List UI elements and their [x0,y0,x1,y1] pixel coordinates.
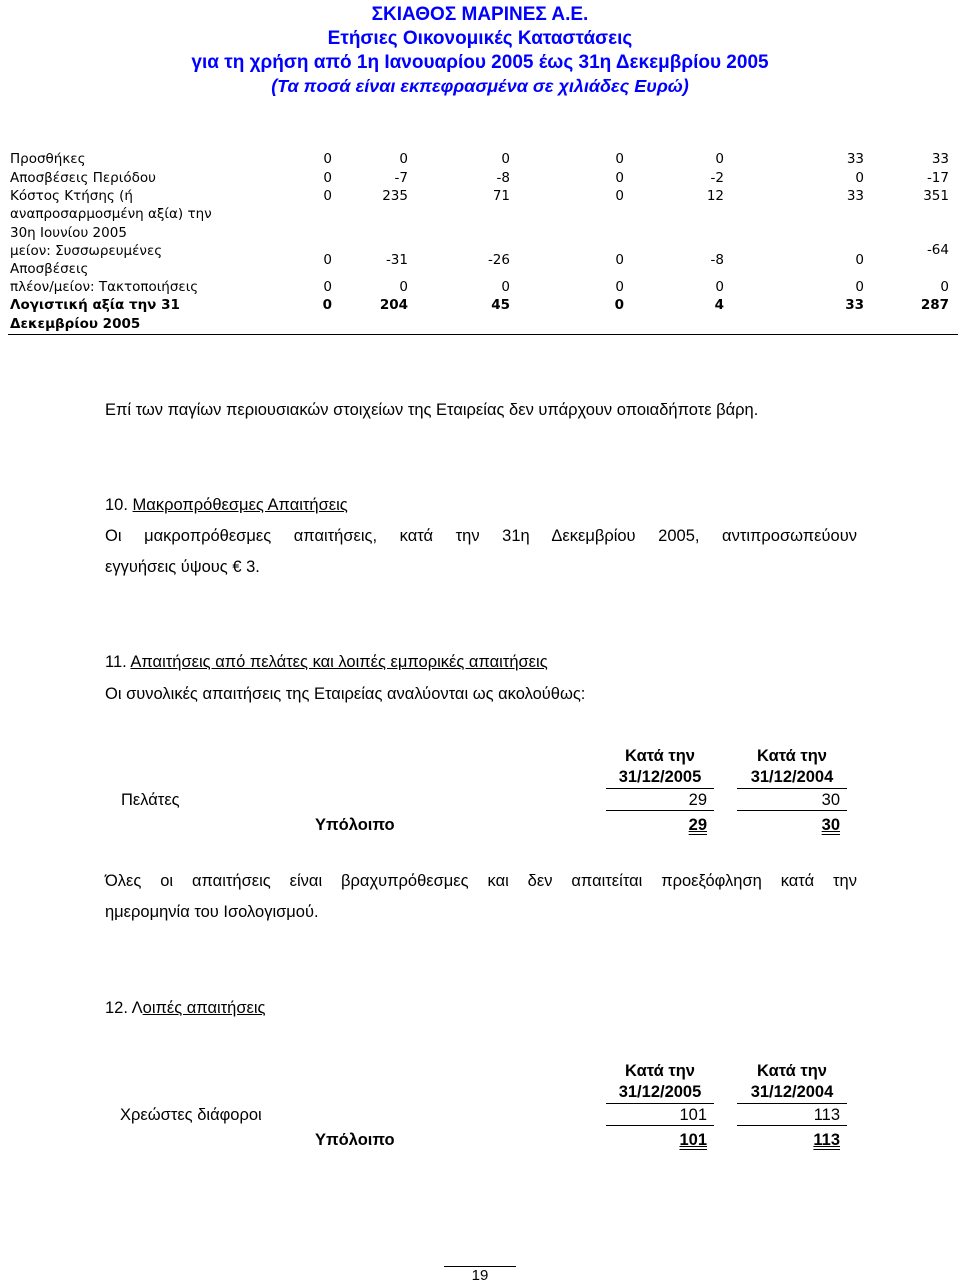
asset-row-label: 30η Ιουνίου 2005 [10,225,127,241]
note12-title: οιπές απαιτήσεις [142,999,266,1017]
asset-cell: 0 [323,252,332,268]
asset-row-label: μείον: Συσσωρευμένες [10,243,163,259]
asset-cell: 0 [615,151,624,167]
asset-cell: 33 [931,151,949,167]
note11-title: Απαιτήσεις από πελάτες και λοιπές εμπορικές απαιτήσεις [130,653,548,671]
page-number: 19 [444,1266,516,1285]
asset-row-label: Αποσβέσεις [10,261,89,277]
note12-col1-header: Κατά την 31/12/2005 [606,1061,714,1104]
note11-row-value-2004: 30 [737,791,847,811]
asset-cell: 287 [920,297,949,313]
asset-cell: 0 [940,279,949,295]
asset-cell: 0 [615,188,624,204]
company-name: ΣΚΙΑΘΟΣ ΜΑΡΙΝΕΣ Α.Ε. [371,4,589,25]
asset-cell: 33 [845,297,864,313]
asset-cell: 4 [714,297,724,313]
asset-cell: -17 [926,170,949,186]
asset-cell: -7 [394,170,408,186]
asset-cell: 0 [323,188,332,204]
asset-cell: 351 [923,188,949,204]
asset-row-label: Αποσβέσεις Περιόδου [10,170,156,186]
note12-total-2005: 101 [679,1131,707,1149]
asset-cell: 0 [855,279,864,295]
asset-cell: -8 [496,170,510,186]
asset-cell: -31 [385,252,408,268]
asset-cell: -64 [926,242,949,258]
note12-row-label: Χρεώστες διάφοροι [120,1106,262,1124]
asset-cell: 71 [492,188,510,204]
asset-cell: 0 [399,279,408,295]
asset-cell: -8 [710,252,724,268]
asset-cell: 0 [323,151,332,167]
asset-cell: 0 [501,151,510,167]
note11-number: 11. [105,653,127,671]
asset-cell: 235 [382,188,408,204]
note11-footer-line2: ημερομηνία του Ισολογισμού. [105,903,319,921]
note10-heading [105,489,348,521]
note10-number: 10. [105,496,128,514]
asset-cell: 33 [846,188,864,204]
asset-cell: 204 [379,297,408,313]
asset-cell: 33 [846,151,864,167]
encumbrance-note: Επί των παγίων περιουσιακών στοιχείων της Εταιρείας δεν υπάρχουν οποιαδήποτε βάρη. [105,401,759,419]
note12-total-2004: 113 [813,1131,840,1149]
asset-cell: 0 [323,279,332,295]
asset-cell: 0 [399,151,408,167]
note10-text-line1: Οι μακροπρόθεσμες απαιτήσεις, κατά την 31η Δεκεμβρίου 2005, αντιπροσωπεύουν [105,527,857,545]
note11-row-label: Πελάτες [121,791,180,809]
statements-title: Ετήσιες Οικονομικές Καταστάσεις [327,28,633,49]
asset-cell: 0 [501,279,510,295]
asset-row-label: Λογιστική αξία την 31 [10,297,180,313]
note10-text-line2: εγγυήσεις ύψους € 3. [105,558,260,576]
note11-col1-header: Κατά την 31/12/2005 [606,746,714,789]
asset-cell: 0 [715,279,724,295]
note11-col2-header: Κατά την 31/12/2004 [737,746,847,789]
asset-cell: 0 [715,151,724,167]
asset-cell: -2 [710,170,724,186]
note11-intro: Οι συνολικές απαιτήσεις της Εταιρείας αναλύονται ως ακολούθως: [105,685,586,703]
asset-row-label: Κόστος Κτήσης (ή [10,188,133,204]
note12-heading [105,992,266,1024]
asset-row-label: πλέον/μείον: Τακτοποιήσεις [10,279,199,295]
asset-cell: 0 [855,252,864,268]
note11-total-2004: 30 [821,816,840,834]
note11-heading [105,646,548,678]
asset-cell: 0 [323,170,332,186]
note11-row-value-2005: 29 [606,791,714,811]
table-bottom-rule [8,334,958,335]
note12-row-value-2005: 101 [606,1106,714,1126]
asset-cell: 0 [615,170,624,186]
asset-cell: 12 [706,188,724,204]
note10-title: Μακροπρόθεσμες Απαιτήσεις [132,496,348,514]
note11-footer-line1: Όλες οι απαιτήσεις είναι βραχυπρόθεσμες και δεν απαιτείται προεξόφληση κατά την [105,872,857,890]
asset-cell: 45 [491,297,510,313]
note12-row-value-2004: 113 [737,1106,847,1126]
note12-total-label: Υπόλοιπο [315,1131,395,1149]
asset-row-label: Δεκεμβρίου 2005 [10,316,141,332]
asset-cell: 0 [855,170,864,186]
asset-row-label: Προσθήκες [10,151,86,167]
asset-cell: 0 [614,297,624,313]
period-title: για τη χρήση από 1η Ιανουαρίου 2005 έως 31η Δεκεμβρίου 2005 [191,52,769,73]
note11-total-label: Υπόλοιπο [315,816,395,834]
note12-col2-header: Κατά την 31/12/2004 [737,1061,847,1104]
asset-cell: 0 [615,252,624,268]
asset-cell: 0 [322,297,332,313]
asset-cell: -26 [487,252,510,268]
asset-row-label: αναπροσαρμοσμένη αξία) την [10,206,212,222]
asset-cell: 0 [615,279,624,295]
note11-total-2005: 29 [688,816,707,834]
currency-note: (Τα ποσά είναι εκπεφρασμένα σε χιλιάδες Ευρώ) [271,76,689,96]
note12-number: 12. Λ [105,999,143,1017]
